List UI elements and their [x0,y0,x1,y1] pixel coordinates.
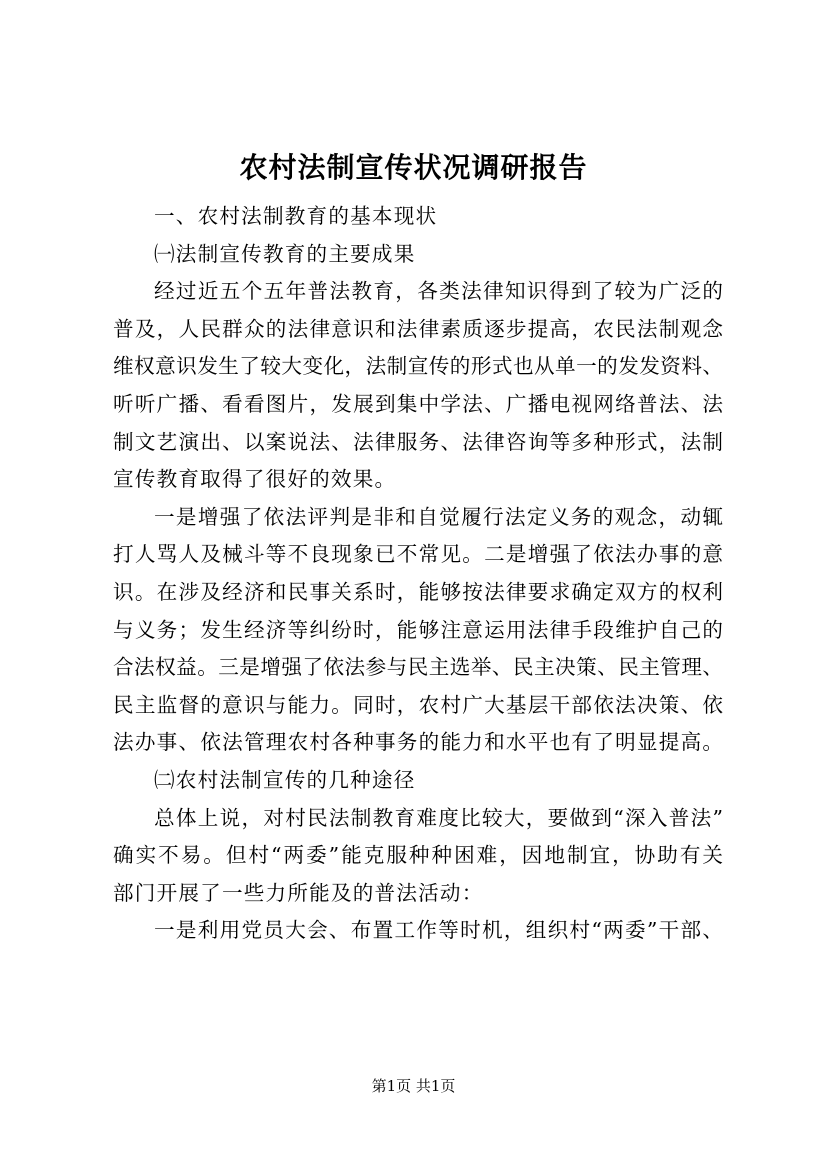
text-line: 法办事、依法管理农村各种事务的能力和水平也有了明显提高。 [113,730,723,755]
text-line: 一是利用党员大会、布置工作等时机，组织村“两委”干部、 [154,918,723,943]
text-line: ㈠法制宣传教育的主要成果 [154,241,416,266]
text-line: 制文艺演出、以案说法、法律服务、法律咨询等多种形式，法制 [113,429,723,454]
text-line: ㈡农村法制宣传的几种途径 [154,767,416,792]
text-line: 宣传教育取得了很好的效果。 [113,467,397,492]
text-line: 部门开展了一些力所能及的普法活动： [113,880,484,905]
text-line: 与义务；发生经济等纠纷时，能够注意运用法律手段维护自己的 [113,617,723,642]
text-line: 一、农村法制教育的基本现状 [154,204,438,228]
text-line: 合法权益。三是增强了依法参与民主选举、民主决策、民主管理、 [113,655,723,680]
page-number: 第1页 共1页 [371,1077,456,1095]
text-line: 识。在涉及经济和民事关系时，能够按法律要求确定双方的权利 [113,579,723,604]
document-body [113,198,723,950]
text-line: 普及，人民群众的法律意识和法律素质逐步提高，农民法制观念 [113,316,723,341]
text-line: 听听广播、看看图片，发展到集中学法、广播电视网络普法、法 [113,391,723,416]
text-line: 确实不易。但村“两委”能克服种种困难，因地制宜，协助有关 [113,843,723,868]
text-line: 维权意识发生了较大变化，法制宣传的形式也从单一的发发资料、 [113,354,723,379]
text-line: 打人骂人及械斗等不良现象已不常见。二是增强了依法办事的意 [113,542,723,567]
document-title: 农村法制宣传状况调研报告 [239,151,588,184]
text-line: 一是增强了依法评判是非和自觉履行法定义务的观念，动辄 [154,504,723,529]
text-line: 经过近五个五年普法教育，各类法律知识得到了较为广泛的 [154,279,723,304]
text-line: 民主监督的意识与能力。同时，农村广大基层干部依法决策、依 [113,692,723,717]
text-line: 总体上说，对村民法制教育难度比较大，要做到“深入普法” [154,805,723,830]
